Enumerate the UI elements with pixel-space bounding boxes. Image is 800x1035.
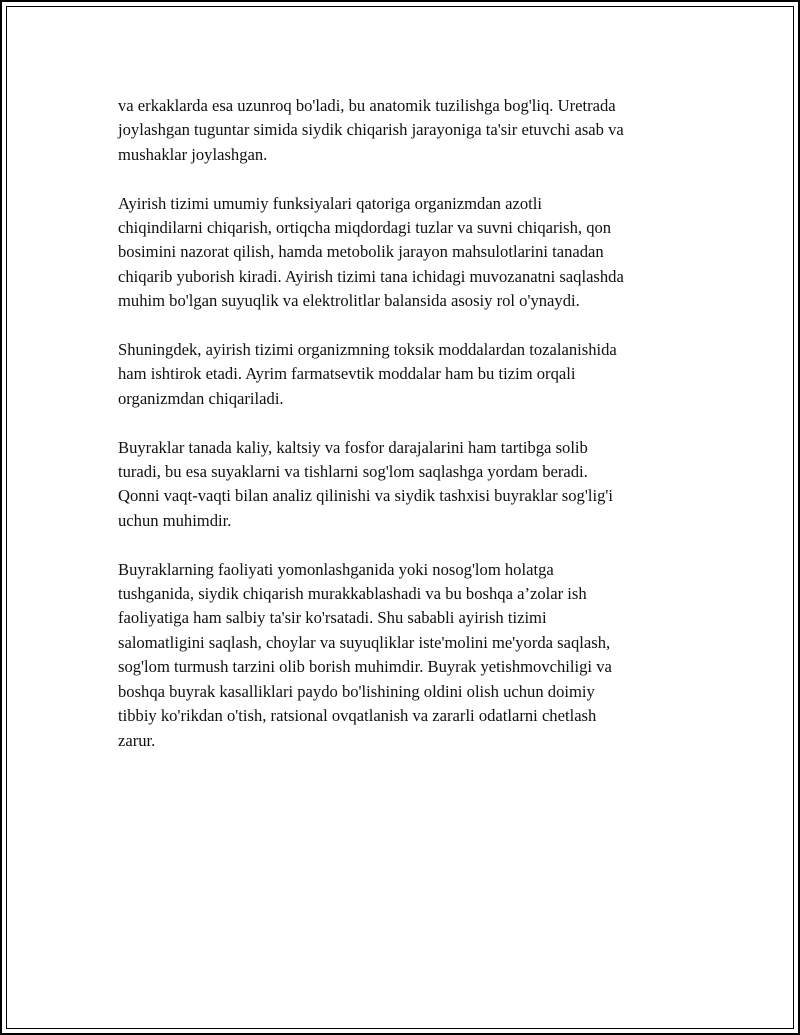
paragraph-kidney-minerals: Buyraklar tanada kaliy, kaltsiy va fosfor darajalarini ham tartibga solib turadi, bu esa suyaklarni va tishlarni sog'lom saqlashga yordam beradi. Qonni vaqt-vaqti bilan analiz qilinishi va siydik tashxisi buyraklar sog'lig'i uchun muhimdir.: [118, 437, 613, 530]
paragraph-excretory-functions: Ayirish tizimi umumiy funksiyalari qatoriga organizmdan azotli chiqindilarni chiqarish, ortiqcha miqdordagi tuzlar va suvni chiqarish, qon bosimini nazorat qilish, hamda metobolik jarayon mahsulotlarini tanadan chiqarib yuborish kiradi. Ayirish tizimi tana ichidagi muvozanatni saqlashda muhim bo'lgan suyuqlik va elektrolitlar balansida asosiy rol o'ynaydi.: [118, 193, 624, 311]
paragraph-detoxification: Shuningdek, ayirish tizimi organizmning toksik moddalardan tozalanishida ham ishtirok etadi. Ayrim farmatsevtik moddalar ham bu tizim orqali organizmdan chiqariladi.: [118, 340, 617, 408]
paragraph-kidney-health: Buyraklarning faoliyati yomonlashganida yoki nosog'lom holatga tushganida, siydik chiqarish murakkablashadi va bu boshqa a’zolar ish faoliyatiga ham salbiy ta'sir ko'rsatadi. Shu sababli ayirish tizimi salomatligini saqlash, choylar va suyuqliklar iste'molini me'yorda saqlash, sog'lom turmush tarzini olib borish muhimdir. Buyrak yetishmovchiligi va boshqa buyrak kasalliklari paydo bo'lishining oldini olish uchun doimiy tibbiy ko'rikdan o'tish, ratsional ovqatlanish va zararli odatlarni chetlash zarur.: [118, 559, 612, 750]
paragraph-urethra: va erkaklarda esa uzunroq bo'ladi, bu anatomik tuzilishga bog'liq. Uretrada joylashgan tuguntar simida siydik chiqarish jarayoniga ta'sir etuvchi asab va mushaklar joylashgan.: [118, 96, 624, 164]
document-body: [118, 94, 688, 777]
